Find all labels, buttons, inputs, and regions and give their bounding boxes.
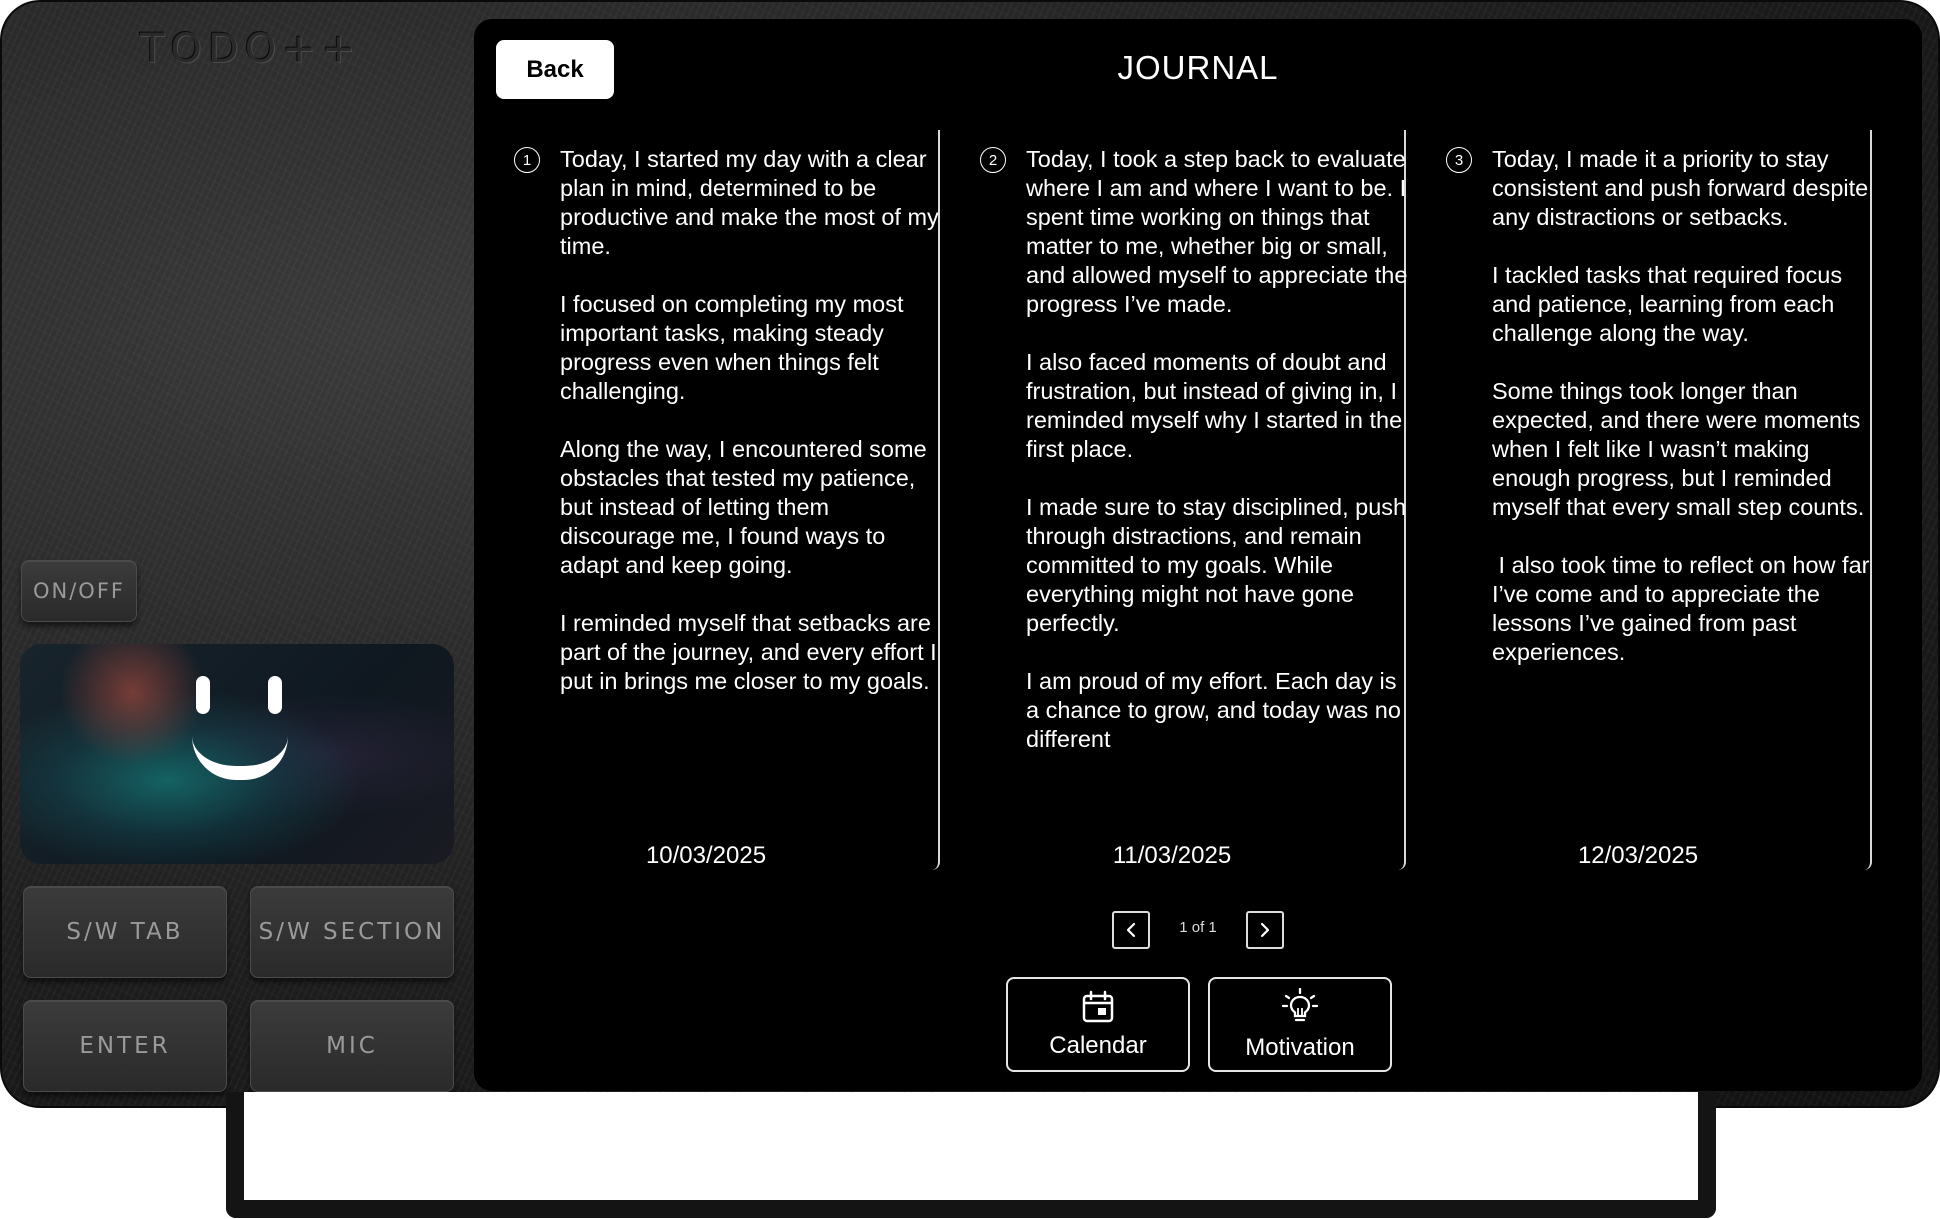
- motivation-label: Motivation: [1245, 1033, 1355, 1061]
- entry-date: 11/03/2025: [1112, 842, 1232, 869]
- entry-text: Today, I started my day with a clear plan in mind, determined to be productive and make the most of my time. I focused on completing my most important tasks, making steady progress even when things felt challenging. Along the way, I encountered some obstacles that tested my patience, but instead of letting them discourage me, I found ways to adapt and keep going. I reminded myself that setbacks are part of the journey, and every effort I put in brings me closer to my goals.: [560, 146, 939, 694]
- mic-button[interactable]: MIC: [250, 1000, 454, 1092]
- motivation-button[interactable]: [1208, 977, 1392, 1072]
- on-off-button[interactable]: ON/OFF: [21, 560, 137, 622]
- calendar-label: Calendar: [1049, 1031, 1147, 1059]
- entry-text: Today, I took a step back to evaluate where I am and where I want to be. I spent time working on things that matter to me, whether big or small, and allowed myself to appreciate the progress I’ve made. I also faced moments of doubt and frustration, but instead of giving in, I reminded myself why I started in the first place. I made sure to stay disciplined, push through distractions, and remain committed to my goals. While everything might not have gone perfectly. I am proud of my effort. Each day is a chance to grow, and today was no different: [1026, 146, 1408, 752]
- journal-screen: [474, 19, 1922, 1091]
- chevron-left-icon: [1122, 921, 1140, 939]
- enter-button[interactable]: ENTER: [23, 1000, 227, 1092]
- brand-logo: TODO++: [140, 26, 362, 72]
- back-button[interactable]: Back: [496, 40, 614, 99]
- entry-date: 10/03/2025: [645, 842, 767, 869]
- right-eye: [268, 676, 282, 714]
- journal-entry-2[interactable]: [940, 130, 1406, 870]
- chevron-right-icon: [1256, 921, 1274, 939]
- pagination-text: 1 of 1: [1179, 919, 1217, 936]
- journal-entry-3[interactable]: [1406, 130, 1872, 870]
- page-title: JOURNAL: [1117, 49, 1279, 86]
- left-eye: [196, 676, 210, 714]
- entry-number-badge: 3: [1446, 147, 1472, 173]
- entry-number-badge: 1: [514, 147, 540, 173]
- calendar-icon: [1081, 990, 1115, 1024]
- lightbulb-icon: [1281, 988, 1319, 1026]
- entry-date: 12/03/2025: [1577, 842, 1699, 869]
- sw-section-button[interactable]: S/W SECTION: [250, 886, 454, 978]
- entry-number-badge: 2: [980, 147, 1006, 173]
- device-stand: [226, 1092, 1716, 1218]
- calendar-button[interactable]: [1006, 977, 1190, 1072]
- smile-mouth: [192, 736, 288, 780]
- prev-page-button[interactable]: [1112, 911, 1150, 949]
- entry-text: Today, I made it a priority to stay consistent and push forward despite any distractions or setbacks. I tackled tasks that required focus and patience, learning from each challenge along the way. Some things took longer than expected, and there were moments when I felt like I wasn’t making enough progress, but I reminded myself that every small step counts. I also took time to reflect on how far I’ve come and to appreciate the lessons I’ve gained from past experiences.: [1492, 146, 1870, 665]
- sw-tab-button[interactable]: S/W TAB: [23, 886, 227, 978]
- next-page-button[interactable]: [1246, 911, 1284, 949]
- journal-entry-1[interactable]: [474, 130, 940, 870]
- face-display: [20, 644, 454, 864]
